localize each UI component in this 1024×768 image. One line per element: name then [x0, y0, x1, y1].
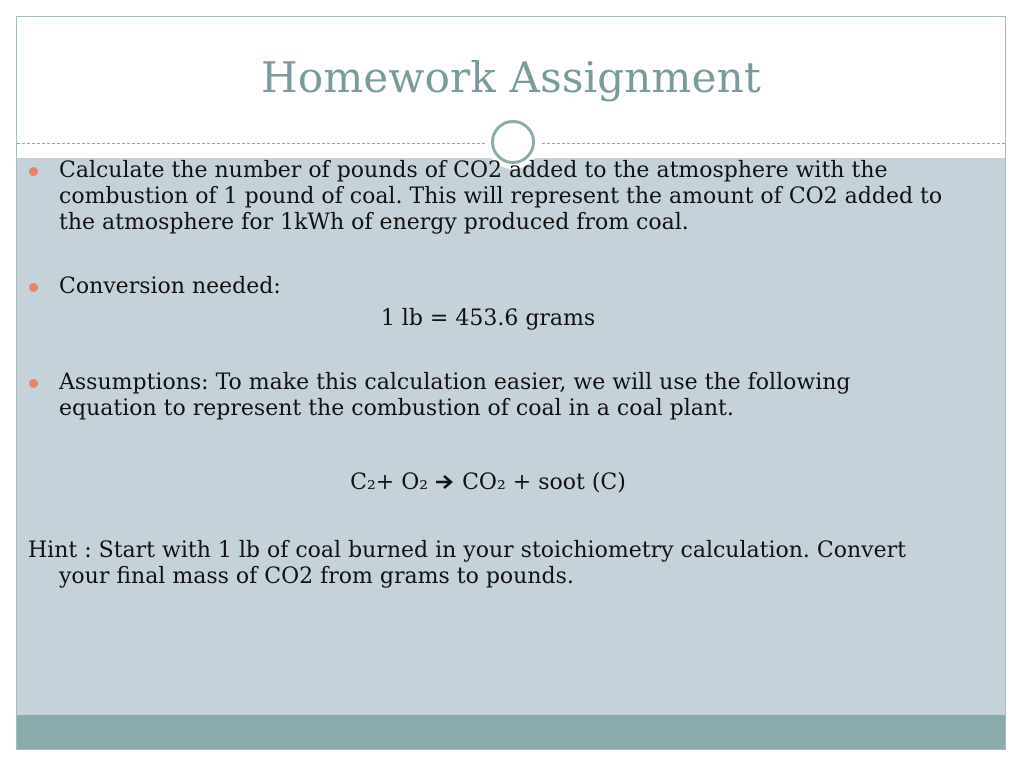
- bullet-text: Calculate the number of pounds of CO2 added to the atmosphere with the combustion of 1 pound of coal. This will represent the amount of CO2 added to the atmosphere for 1kWh of energy produced from coal.: [59, 158, 943, 235]
- slide-title: Homework Assignment: [261, 53, 761, 102]
- bullet-dot-icon: [29, 167, 38, 176]
- bullet-item: [28, 274, 948, 300]
- right-arrow-icon: [435, 473, 455, 491]
- bullet-dot-icon: [29, 283, 38, 292]
- equation-right: CO₂ + soot (C): [462, 470, 626, 495]
- slide-body: [28, 158, 948, 590]
- hint-text: Hint : Start with 1 lb of coal burned in your stoichiometry calculation. Convert your final mass of CO2 from grams to pounds.: [28, 538, 906, 589]
- bullet-text: Conversion needed:: [59, 274, 281, 299]
- bullet-dot-icon: [29, 379, 38, 388]
- bullet-item: [28, 158, 948, 236]
- equation: [28, 470, 948, 496]
- bottom-bar: [17, 715, 1005, 749]
- bullet-text: Assumptions: To make this calculation easier, we will use the following equation to represent the combustion of coal in a coal plant.: [59, 370, 851, 421]
- equation-left: C₂+ O₂: [350, 470, 429, 495]
- conversion-line: 1 lb = 453.6 grams: [380, 306, 596, 331]
- bullet-item: [28, 370, 948, 422]
